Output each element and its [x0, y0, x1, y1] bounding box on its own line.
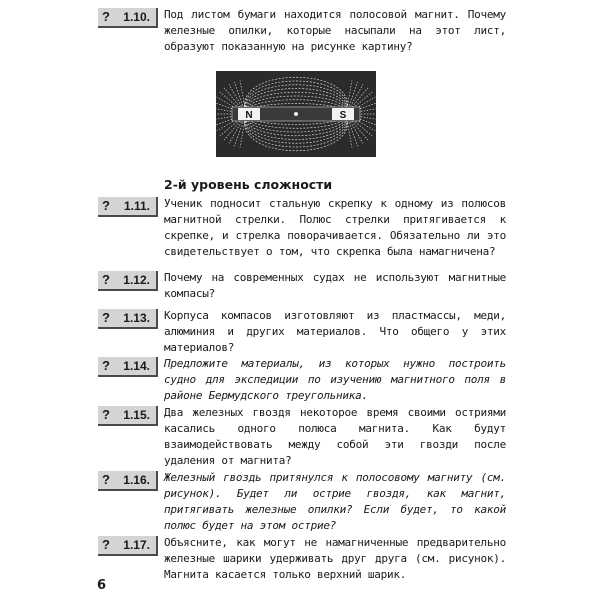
- problem-number: 1.16.: [123, 473, 150, 487]
- problem-number: 1.15.: [123, 408, 150, 422]
- page-number: 6: [97, 578, 107, 593]
- problem-number: 1.12.: [123, 273, 150, 287]
- problem-number: 1.10.: [123, 10, 150, 24]
- problem-number-box: [98, 197, 158, 217]
- problem-text: Предложите материалы, из которых нужно построить судно для экспедиции по изучению магнитного поля в районе Бермудского треугольника.: [164, 357, 506, 402]
- level-heading: 2-й уровень сложности: [164, 177, 333, 192]
- question-mark-icon: ?: [102, 537, 110, 552]
- south-pole-label: S: [339, 110, 347, 121]
- problem-number-box: [98, 271, 158, 291]
- problem-text: Корпуса компасов изготовляют из пластмассы, меди, алюминия и других материалов. Что общего у этих материалов?: [164, 309, 506, 354]
- problem-text: Под листом бумаги находится полосовой магнит. Почему железные опилки, которые насыпали на этот лист, образуют показанную на рисунке картину?: [164, 8, 506, 53]
- problem-number-box: [98, 309, 158, 329]
- problem-number: 1.14.: [123, 359, 150, 373]
- problem-text: Почему на современных судах не используют магнитные компасы?: [164, 271, 506, 300]
- problem-number-box: [98, 8, 158, 28]
- problem-number: 1.11.: [123, 199, 150, 213]
- question-mark-icon: ?: [102, 198, 110, 213]
- iron-filings-image: [216, 71, 376, 157]
- north-pole-label: N: [245, 110, 253, 121]
- question-mark-icon: ?: [102, 272, 110, 287]
- problem-number-box: [98, 406, 158, 426]
- question-mark-icon: ?: [102, 472, 110, 487]
- problem-number: 1.13.: [123, 311, 150, 325]
- question-mark-icon: ?: [102, 407, 110, 422]
- question-mark-icon: ?: [102, 9, 110, 24]
- problem-text: Два железных гвоздя некоторое время своими остриями касались одного полюса магнита. Как будут взаимодействовать между собой эти гвозди после удаления от магнита?: [164, 406, 506, 467]
- question-mark-icon: ?: [102, 310, 110, 325]
- problem-number-box: [98, 471, 158, 491]
- question-mark-icon: ?: [102, 358, 110, 373]
- problem-text: Ученик подносит стальную скрепку к одному из полюсов магнитной стрелки. Полюс стрелки притягивается к скрепке, и стрелка поворачивается. Обязательно ли это свидетельствует о том, что скрепка была намагничена?: [164, 197, 506, 258]
- iron-filings-magnet-figure: [216, 71, 376, 157]
- problem-number: 1.17.: [123, 538, 150, 552]
- problem-text: Объясните, как могут не намагниченные предварительно железные шарики удерживать друг друга (см. рисунок). Магнита касается только верхний шарик.: [164, 536, 506, 581]
- problem-number-box: [98, 536, 158, 556]
- problem-number-box: [98, 357, 158, 377]
- problem-text: Железный гвоздь притянулся к полосовому магниту (см. рисунок). Будет ли острие гвоздя, как магнит, притягивать железные опилки? Если будет, то какой полюс будет на этом острие?: [164, 471, 506, 532]
